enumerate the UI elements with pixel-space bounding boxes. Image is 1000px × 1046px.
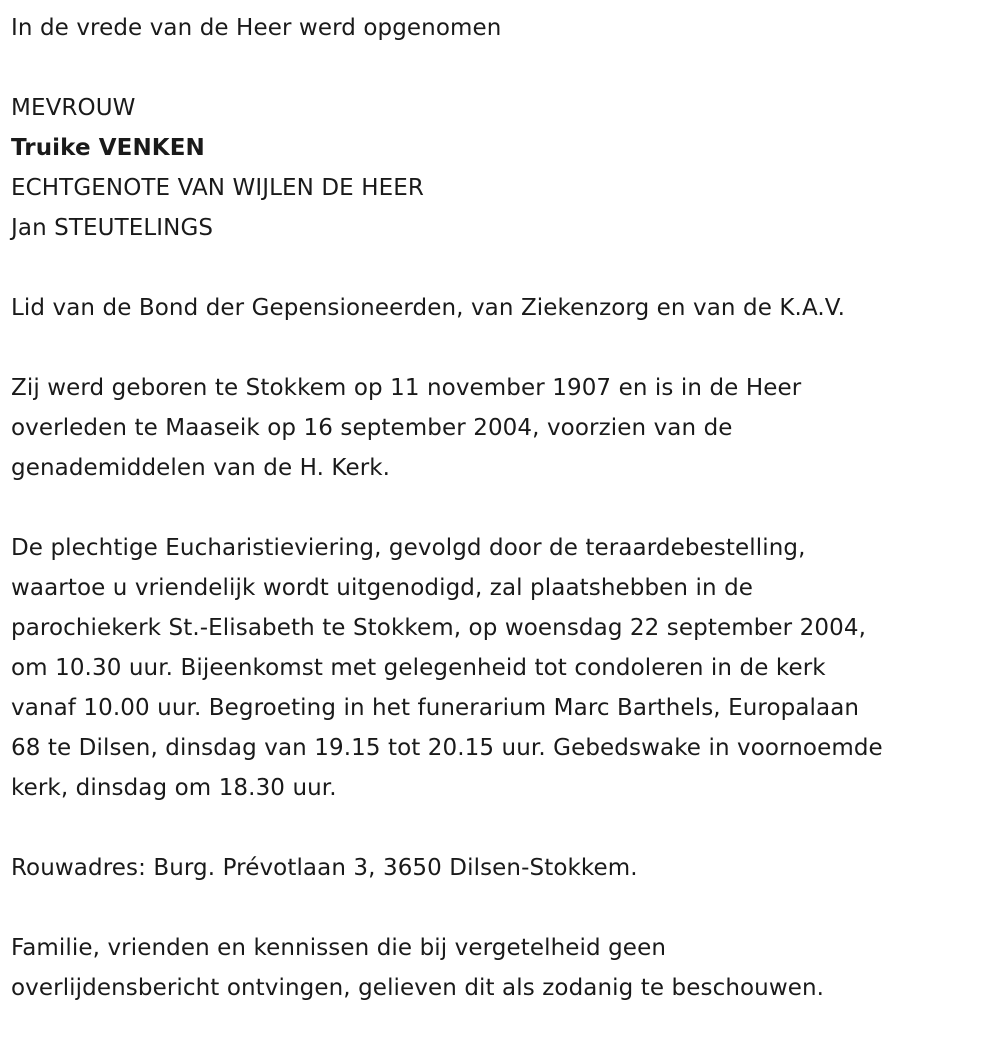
spouse-name: Jan STEUTELINGS <box>11 215 214 241</box>
paragraph-line: parochiekerk St.-Elisabeth te Stokkem, op woensdag 22 september 2004, <box>11 615 866 641</box>
paragraph-line: genademiddelen van de H. Kerk. <box>11 455 391 481</box>
spacer <box>11 808 1000 848</box>
paragraph-line: kerk, dinsdag om 18.30 uur. <box>11 775 337 801</box>
paragraph-line: Zij werd geboren te Stokkem op 11 november 1907 en is in de Heer <box>11 375 802 401</box>
paragraph-line: Familie, vrienden en kennissen die bij vergetelheid geen <box>11 935 666 961</box>
paragraph-line: om 10.30 uur. Bijeenkomst met gelegenheid tot condoleren in de kerk <box>11 655 826 681</box>
spacer <box>11 248 1000 288</box>
intro-line: In de vrede van de Heer werd opgenomen <box>11 15 502 41</box>
paragraph-line: waartoe u vriendelijk wordt uitgenodigd, zal plaatshebben in de <box>11 575 754 601</box>
birth-death-paragraph <box>11 368 1000 488</box>
closing-paragraph <box>11 928 1000 1008</box>
paragraph-line: De plechtige Eucharistieviering, gevolgd door de teraardebestelling, <box>11 535 806 561</box>
paragraph-line: overleden te Maaseik op 16 september 2004, voorzien van de <box>11 415 733 441</box>
ceremony-paragraph <box>11 528 1000 808</box>
membership-line: Lid van de Bond der Gepensioneerden, van Ziekenzorg en van de K.A.V. <box>11 295 846 321</box>
paragraph-line: 68 te Dilsen, dinsdag van 19.15 tot 20.15 uur. Gebedswake in voornoemde <box>11 735 883 761</box>
spacer <box>11 488 1000 528</box>
salutation: MEVROUW <box>11 95 136 121</box>
spouse-title: ECHTGENOTE VAN WIJLEN DE HEER <box>11 175 424 201</box>
paragraph-line: vanaf 10.00 uur. Begroeting in het funerarium Marc Barthels, Europalaan <box>11 695 860 721</box>
deceased-name: Truike VENKEN <box>11 135 205 161</box>
spacer <box>11 328 1000 368</box>
spacer <box>11 888 1000 928</box>
mourning-address: Rouwadres: Burg. Prévotlaan 3, 3650 Dilsen-Stokkem. <box>11 855 638 881</box>
paragraph-line: overlijdensbericht ontvingen, gelieven dit als zodanig te beschouwen. <box>11 975 825 1001</box>
spacer <box>11 48 1000 88</box>
